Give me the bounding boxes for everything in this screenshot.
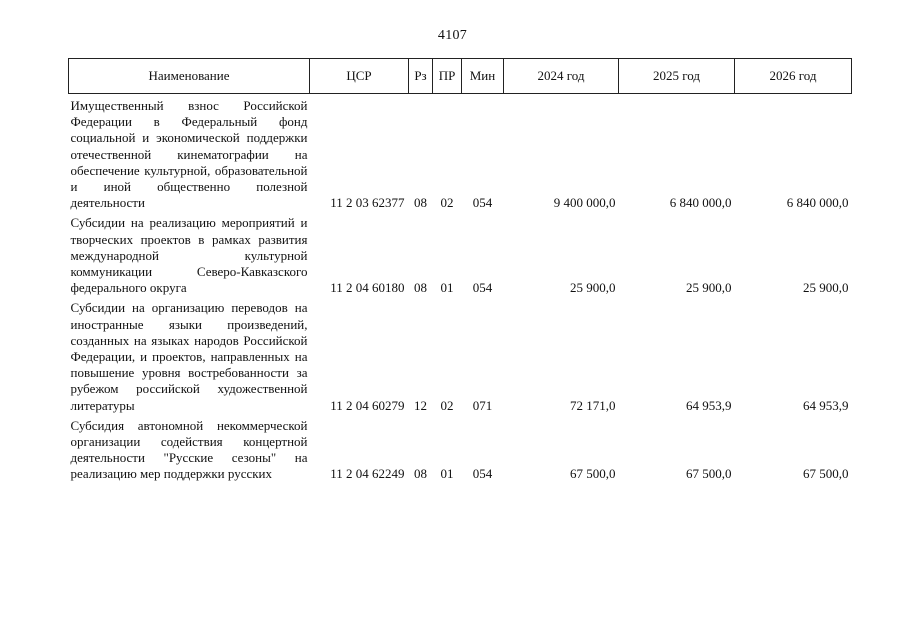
header-pr: ПР [433,59,462,94]
row-min: 054 [472,466,493,482]
row-pr: 02 [440,195,454,211]
row-pr: 02 [440,397,454,413]
row-2024: 67 500,0 [570,466,616,482]
row-2026: 25 900,0 [803,280,849,296]
row-name: Субсидии на организацию переводов на иностранные языки произведений, созданных на языках народов Российской Федерации, и проектов, направленных на повышение уровня востребованности за рубежом российской художественной литературы [70,300,308,413]
row-2026: 67 500,0 [803,466,849,482]
row-csr: 11 2 04 60180 [330,280,405,296]
row-csr: 11 2 04 60279 [330,397,405,413]
row-name: Субсидия автономной некоммерческой организации содействия концертной деятельности "Русские сезоны" на реализацию мер поддержки русских [70,417,308,482]
table-row [69,296,852,413]
row-rz: 08 [414,280,427,296]
row-2024: 9 400 000,0 [553,195,616,211]
header-min: Мин [462,59,504,94]
row-2024: 72 171,0 [570,397,616,413]
row-pr: 01 [440,466,454,482]
header-2026: 2026 год [735,59,852,94]
row-name: Субсидии на реализацию мероприятий и творческих проектов в рамках развития международной культурной коммуникации Северо-Кавказского федерального округа [70,215,308,296]
table-header-row [69,59,852,94]
row-2026: 6 840 000,0 [786,195,849,211]
table-row [69,94,852,212]
row-min: 054 [472,280,493,296]
row-min: 071 [472,397,493,413]
row-csr: 11 2 04 62249 [330,466,405,482]
header-csr: ЦСР [310,59,409,94]
page-number: 4107 [437,28,468,43]
row-csr: 11 2 03 62377 [330,195,405,211]
row-pr: 01 [440,280,454,296]
row-2025: 25 900,0 [686,280,732,296]
budget-table [68,58,852,483]
row-rz: 08 [414,466,427,482]
row-2026: 64 953,9 [803,397,849,413]
table-row [69,414,852,483]
row-2025: 6 840 000,0 [669,195,732,211]
header-2024: 2024 год [504,59,619,94]
header-2025: 2025 год [619,59,735,94]
row-2024: 25 900,0 [570,280,616,296]
table-row [69,211,852,296]
row-2025: 67 500,0 [686,466,732,482]
row-rz: 08 [414,195,427,211]
header-name: Наименование [69,59,310,94]
row-name: Имущественный взнос Российской Федерации в Федеральный фонд социальной и экономической поддержки отечественной кинематографии на обеспечение культурной, образовательной и иной общественно полезной деятельности [70,98,308,211]
row-min: 054 [472,195,493,211]
row-rz: 12 [414,397,427,413]
row-2025: 64 953,9 [686,397,732,413]
header-rz: Рз [409,59,433,94]
